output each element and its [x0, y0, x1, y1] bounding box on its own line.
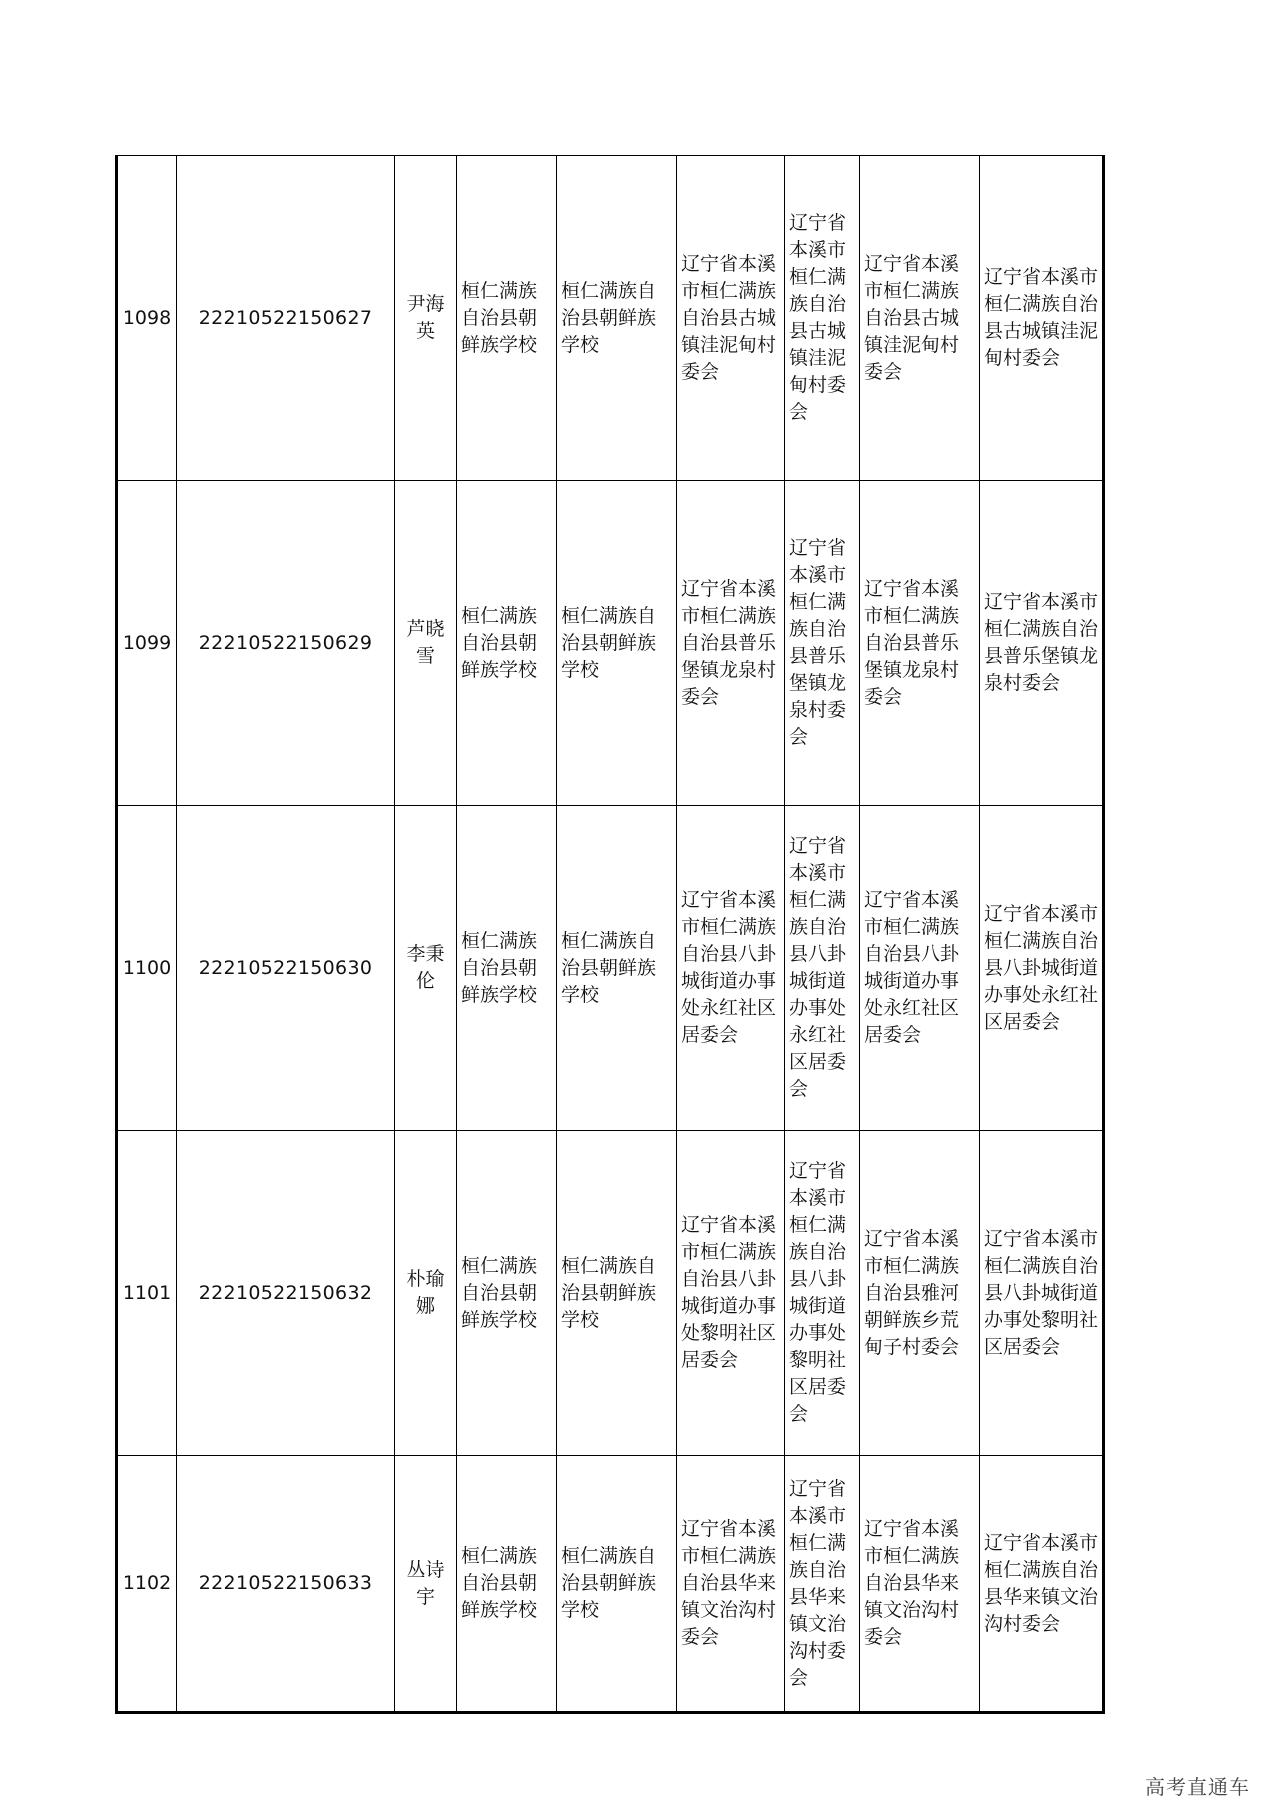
table-row	[117, 806, 1104, 1131]
school-cell: 桓仁满族自治县朝鲜族学校	[457, 1131, 557, 1456]
school-cell-2: 桓仁满族自治县朝鲜族学校	[557, 481, 677, 806]
school-cell-2: 桓仁满族自治县朝鲜族学校	[557, 1456, 677, 1713]
address-cell-1: 辽宁省本溪市桓仁满族自治县八卦城街道办事处黎明社区居委会	[677, 1131, 785, 1456]
school-cell: 桓仁满族自治县朝鲜族学校	[457, 481, 557, 806]
seq-cell: 1101	[117, 1131, 177, 1456]
address-cell-1: 辽宁省本溪市桓仁满族自治县普乐堡镇龙泉村委会	[677, 481, 785, 806]
address-cell-4: 辽宁省本溪市桓仁满族自治县古城镇洼泥甸村委会	[980, 156, 1104, 481]
address-cell-4: 辽宁省本溪市桓仁满族自治县华来镇文治沟村委会	[980, 1456, 1104, 1713]
school-cell-2: 桓仁满族自治县朝鲜族学校	[557, 806, 677, 1131]
seq-cell: 1100	[117, 806, 177, 1131]
exam-id-cell: 22210522150629	[177, 481, 395, 806]
address-cell-2: 辽宁省本溪市桓仁满族自治县八卦城街道办事处永红社区居委会	[785, 806, 860, 1131]
school-cell: 桓仁满族自治县朝鲜族学校	[457, 1456, 557, 1713]
address-cell-3: 辽宁省本溪市桓仁满族自治县华来镇文治沟村委会	[860, 1456, 980, 1713]
name-cell: 尹海英	[395, 156, 457, 481]
exam-id-cell: 22210522150632	[177, 1131, 395, 1456]
school-cell-2: 桓仁满族自治县朝鲜族学校	[557, 156, 677, 481]
seq-cell: 1099	[117, 481, 177, 806]
watermark: 高考直通车	[1145, 1775, 1250, 1799]
table-row	[117, 1131, 1104, 1456]
school-cell: 桓仁满族自治县朝鲜族学校	[457, 156, 557, 481]
address-cell-4: 辽宁省本溪市桓仁满族自治县八卦城街道办事处永红社区居委会	[980, 806, 1104, 1131]
exam-id-cell: 22210522150630	[177, 806, 395, 1131]
seq-cell: 1102	[117, 1456, 177, 1713]
table-row	[117, 481, 1104, 806]
address-cell-3: 辽宁省本溪市桓仁满族自治县雅河朝鲜族乡荒甸子村委会	[860, 1131, 980, 1456]
name-cell: 丛诗宇	[395, 1456, 457, 1713]
name-cell: 朴瑜娜	[395, 1131, 457, 1456]
address-cell-4: 辽宁省本溪市桓仁满族自治县普乐堡镇龙泉村委会	[980, 481, 1104, 806]
student-table	[115, 155, 1105, 1714]
table-row	[117, 156, 1104, 481]
table-body	[117, 156, 1104, 1713]
address-cell-2: 辽宁省本溪市桓仁满族自治县古城镇洼泥甸村委会	[785, 156, 860, 481]
address-cell-3: 辽宁省本溪市桓仁满族自治县八卦城街道办事处永红社区居委会	[860, 806, 980, 1131]
address-cell-2: 辽宁省本溪市桓仁满族自治县华来镇文治沟村委会	[785, 1456, 860, 1713]
address-cell-2: 辽宁省本溪市桓仁满族自治县八卦城街道办事处黎明社区居委会	[785, 1131, 860, 1456]
seq-cell: 1098	[117, 156, 177, 481]
name-cell: 芦晓雪	[395, 481, 457, 806]
exam-id-cell: 22210522150633	[177, 1456, 395, 1713]
address-cell-1: 辽宁省本溪市桓仁满族自治县八卦城街道办事处永红社区居委会	[677, 806, 785, 1131]
address-cell-3: 辽宁省本溪市桓仁满族自治县普乐堡镇龙泉村委会	[860, 481, 980, 806]
address-cell-2: 辽宁省本溪市桓仁满族自治县普乐堡镇龙泉村委会	[785, 481, 860, 806]
address-cell-4: 辽宁省本溪市桓仁满族自治县八卦城街道办事处黎明社区居委会	[980, 1131, 1104, 1456]
address-cell-3: 辽宁省本溪市桓仁满族自治县古城镇洼泥甸村委会	[860, 156, 980, 481]
address-cell-1: 辽宁省本溪市桓仁满族自治县华来镇文治沟村委会	[677, 1456, 785, 1713]
table-row	[117, 1456, 1104, 1713]
school-cell: 桓仁满族自治县朝鲜族学校	[457, 806, 557, 1131]
school-cell-2: 桓仁满族自治县朝鲜族学校	[557, 1131, 677, 1456]
exam-id-cell: 22210522150627	[177, 156, 395, 481]
address-cell-1: 辽宁省本溪市桓仁满族自治县古城镇洼泥甸村委会	[677, 156, 785, 481]
name-cell: 李秉伦	[395, 806, 457, 1131]
